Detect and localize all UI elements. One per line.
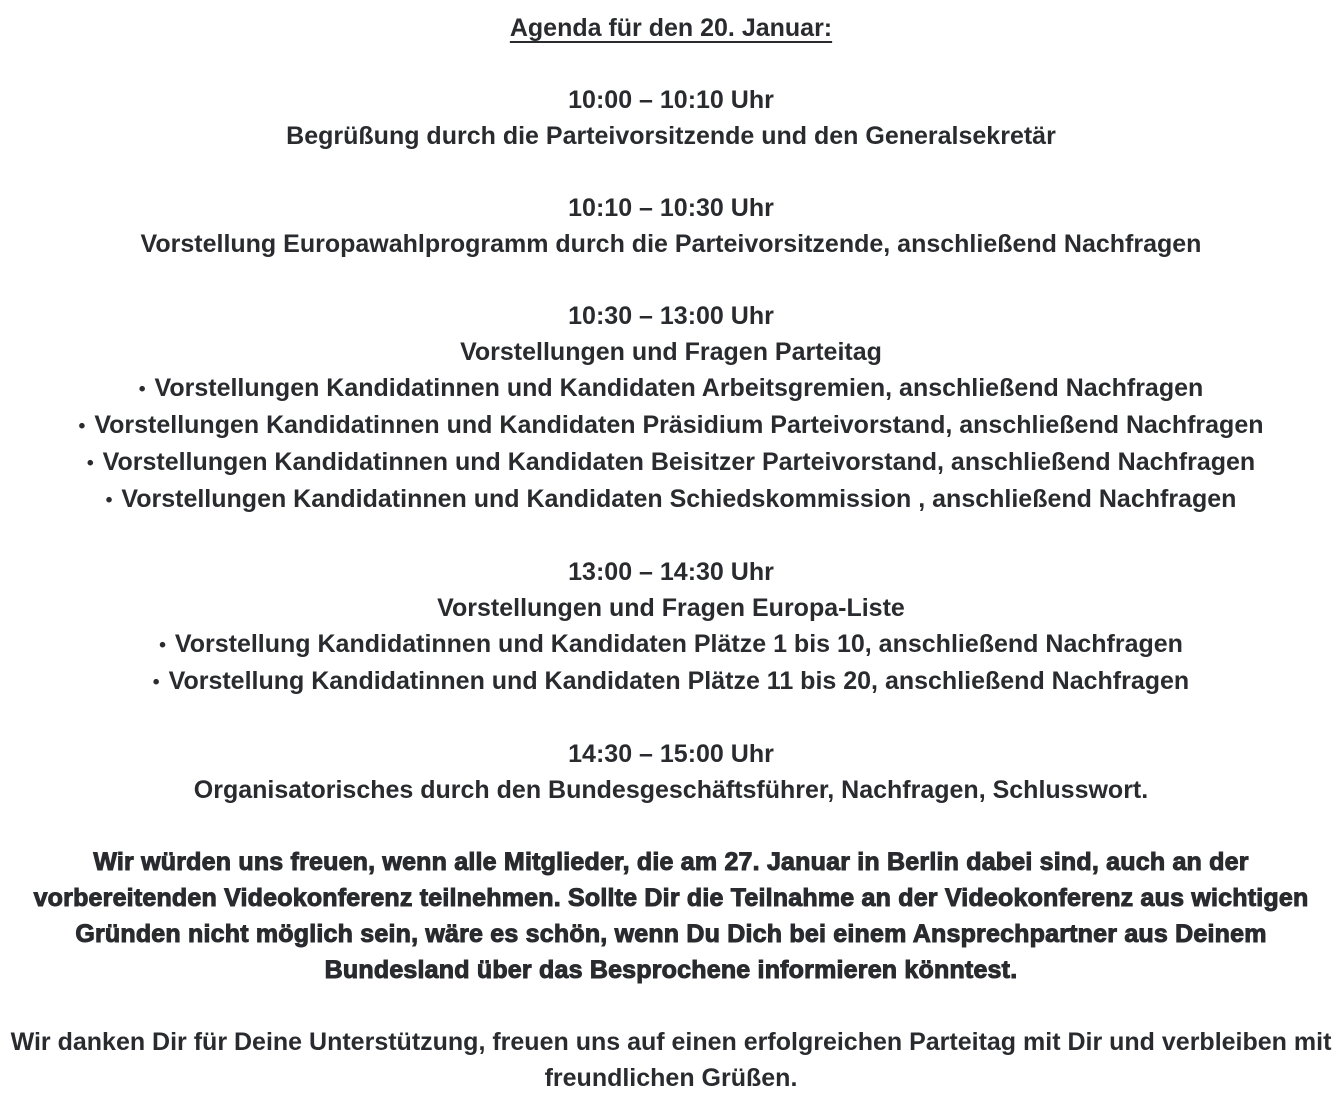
section-time: 14:30 – 15:00 Uhr [568, 740, 774, 768]
agenda-title: Agenda für den 20. Januar: [509, 14, 833, 42]
bullet-text: Vorstellungen Kandidatinnen und Kandidaten Schiedskommission , anschließend Nachfragen [121, 485, 1237, 513]
agenda-line: Vorstellung Europawahlprogramm durch die Parteivorsitzende, anschließend Nachfragen [140, 230, 1202, 258]
agenda-section [8, 190, 1334, 262]
bullet-item [8, 407, 1334, 444]
bullet-item [8, 444, 1334, 481]
bullet-text: Vorstellung Kandidatinnen und Kandidaten Plätze 1 bis 10, anschließend Nachfragen [174, 630, 1183, 658]
bullet-marker: • [159, 634, 166, 656]
section-lines [8, 772, 1334, 808]
bullet-marker: • [105, 489, 113, 511]
section-lines [8, 226, 1334, 262]
bullet-marker: • [138, 378, 146, 400]
bullet-marker: • [86, 452, 94, 474]
bullet-item [8, 626, 1334, 663]
agenda-section [8, 736, 1334, 808]
closing-thanks-paragraph: Wir danken Dir für Deine Unterstützung, freuen uns auf einen erfolgreichen Parteitag mit Dir und verbleiben mit freundlichen Grüßen. [10, 1028, 1332, 1092]
agenda-section [8, 82, 1334, 154]
bullet-marker: • [152, 671, 160, 693]
bullet-item [8, 481, 1334, 518]
section-lines [8, 118, 1334, 154]
agenda-line: Organisatorisches durch den Bundesgeschäftsführer, Nachfragen, Schlusswort. [193, 776, 1149, 804]
agenda-line: Vorstellungen und Fragen Parteitag [460, 338, 882, 366]
bullet-text: Vorstellungen Kandidatinnen und Kandidaten Beisitzer Parteivorstand, anschließend Nachfragen [102, 448, 1256, 476]
section-time: 10:30 – 13:00 Uhr [568, 302, 774, 330]
closing-emphasis-paragraph: Wir würden uns freuen, wenn alle Mitglieder, die am 27. Januar in Berlin dabei sind, auch an der vorbereitenden Videokonferenz teilnehmen. Sollte Dir die Teilnahme an der Videokonferenz aus wichtigen Gründen nicht möglich sein, wäre es schön, wenn Du Dich bei einem Ansprechpartner aus Deinem Bundesland über das Besprochene informieren könntest. [33, 848, 1309, 984]
section-time: 13:00 – 14:30 Uhr [568, 558, 774, 586]
agenda-line: Vorstellungen und Fragen Europa-Liste [437, 594, 905, 622]
section-lines [8, 590, 1334, 700]
section-lines [8, 334, 1334, 518]
section-time: 10:10 – 10:30 Uhr [568, 194, 774, 222]
agenda-line: Begrüßung durch die Parteivorsitzende und den Generalsekretär [286, 122, 1056, 150]
bullet-text: Vorstellungen Kandidatinnen und Kandidaten Arbeitsgremien, anschließend Nachfragen [154, 374, 1204, 402]
bullet-text: Vorstellungen Kandidatinnen und Kandidaten Präsidium Parteivorstand, anschließend Nachfragen [94, 411, 1264, 439]
agenda-sections [8, 82, 1334, 808]
bullet-item [8, 370, 1334, 407]
agenda-section [8, 554, 1334, 700]
bullet-item [8, 663, 1334, 700]
agenda-section [8, 298, 1334, 518]
section-time: 10:00 – 10:10 Uhr [568, 86, 774, 114]
bullet-marker: • [78, 415, 86, 437]
bullet-text: Vorstellung Kandidatinnen und Kandidaten Plätze 11 bis 20, anschließend Nachfragen [168, 667, 1190, 695]
